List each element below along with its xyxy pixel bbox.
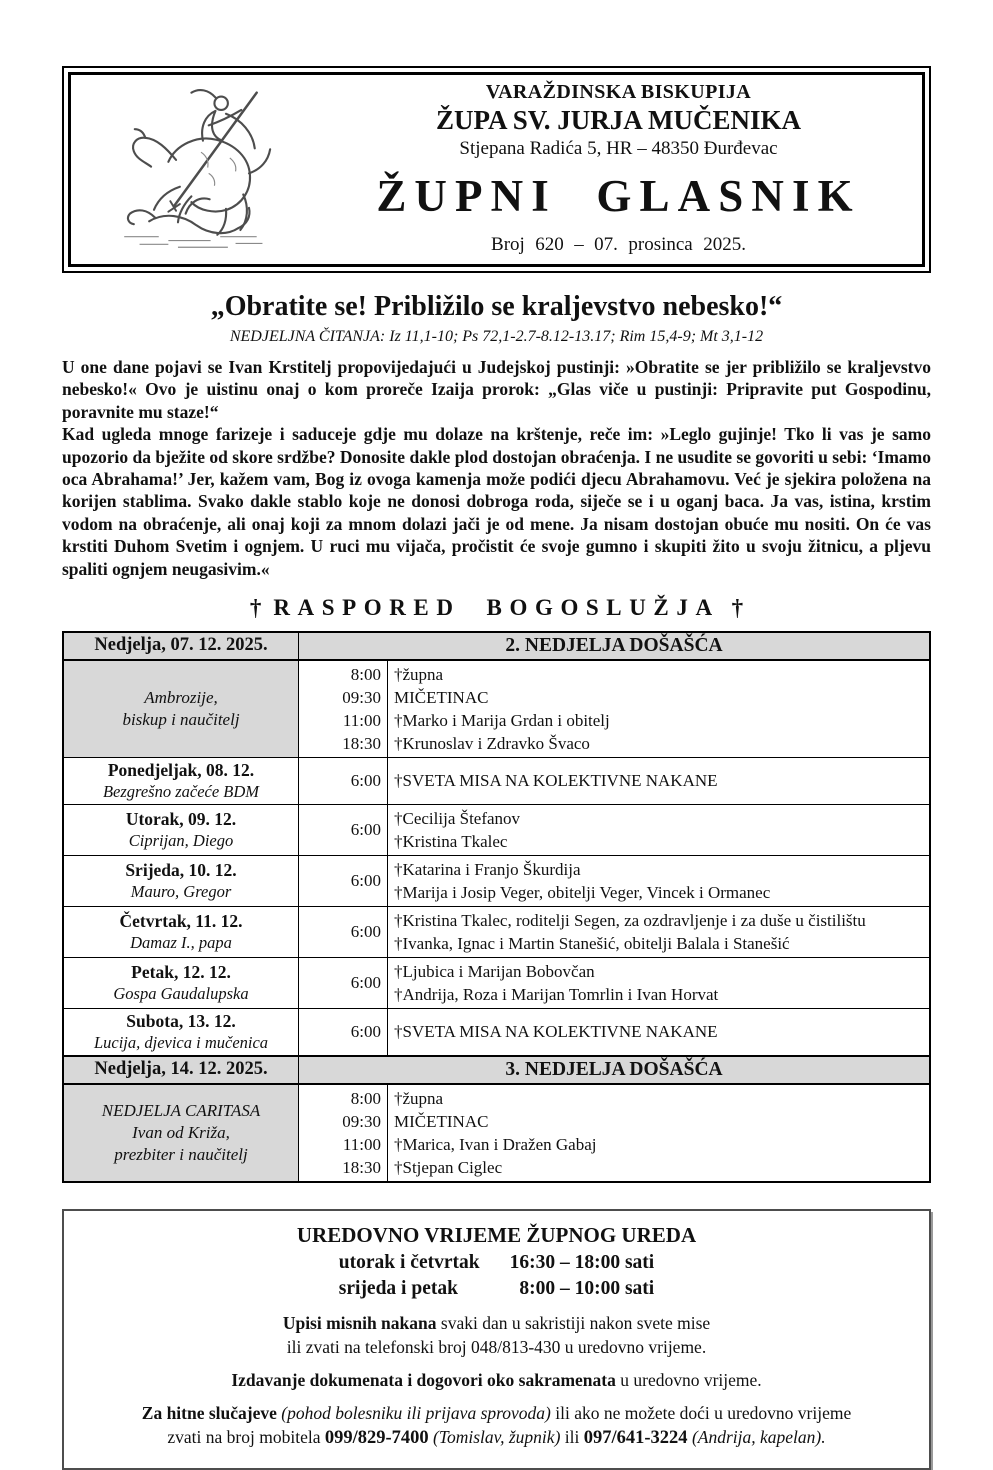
section-title-cell: 2. NEDJELJA DOŠAŠĆA: [299, 632, 931, 660]
intention-cell: [388, 855, 931, 906]
schedule-heading: [62, 595, 931, 621]
emergency-note-lead: Za hitne slučajeve: [141, 1403, 277, 1424]
saint-line: Ambrozije,: [144, 687, 218, 707]
phone-label-pastor: (Tomislav, župnik): [428, 1427, 561, 1448]
mass-intention: MIČETINAC: [394, 687, 489, 707]
mass-time: 8:00: [350, 664, 381, 684]
mass-intention: †Kristina Tkalec, roditelji Segen, za ozdravljenje i za duše u čistilištu: [394, 910, 866, 930]
mass-intentions-note-rest: svaki dan u sakristiji nakon svete mise: [436, 1312, 711, 1333]
mass-time: 11:00: [342, 1134, 381, 1154]
mass-time: 18:30: [342, 733, 381, 753]
intention-cell: [388, 757, 931, 804]
day-name: Subota, 13. 12.: [126, 1010, 236, 1031]
day-name: Četvrtak, 11. 12.: [119, 910, 243, 931]
intention-cell: [388, 804, 931, 855]
saint-name: Damaz I., papa: [130, 932, 232, 952]
saint-name: Gospa Gaudalupska: [113, 983, 249, 1003]
day-name: Ponedjeljak, 08. 12.: [107, 759, 255, 780]
day-cell: [63, 957, 299, 1008]
time-cell: [299, 660, 388, 758]
emergency-note-rest: ili ako ne možete doći u uredovno vrijeme: [550, 1403, 852, 1424]
phone-number-chaplain: 097/641-3224: [583, 1428, 688, 1449]
masthead-inner-frame: [68, 72, 925, 267]
mass-intention: †župna: [394, 664, 444, 684]
saint-line: prezbiter i naučitelj: [114, 1144, 248, 1164]
saint-name: Mauro, Gregor: [130, 881, 232, 901]
mass-intention: †Stjepan Ciglec: [394, 1157, 503, 1177]
schedule-section-row: [63, 1056, 930, 1084]
mass-time: 8:00: [350, 1088, 381, 1108]
office-days: utorak i četvrtak: [338, 1251, 480, 1273]
mass-intention: †Krunoslav i Zdravko Švaco: [394, 733, 590, 753]
section-title-cell: 3. NEDJELJA DOŠAŠĆA: [299, 1056, 931, 1084]
documents-note-lead: Izdavanje dokumenata i dogovori oko sakramenata: [231, 1370, 616, 1391]
saint-line: biskup i naučitelj: [122, 709, 240, 729]
mass-time: 09:30: [342, 687, 381, 707]
day-cell: [63, 757, 299, 804]
schedule-row: [63, 906, 930, 957]
masthead-artwork: [77, 85, 325, 253]
mass-time: 18:30: [342, 1157, 381, 1177]
day-cell: [63, 855, 299, 906]
office-time: 8:00 – 10:00 sati: [519, 1277, 655, 1299]
phone-number-pastor: 099/829-7400: [324, 1428, 429, 1449]
day-cell: [63, 906, 299, 957]
time-cell: 6:00: [299, 757, 388, 804]
time-cell: [299, 1084, 388, 1182]
gospel-paragraph-2: Kad ugleda mnoge farizeje i saduceje gdje mu dolaze na krštenje, reče im: »Leglo gujinje! Tko li vas je samo upozorio da bježite od skore srdžbe? Donosite dakle plod dostojan obraćenja. I ne usudite se govoriti u sebi: ‘Imamo oca Abrahama!’ Jer, kažem vam, Bog iz ovoga kamenja može podići djecu Abrahamovu. Već je sjekira položena na korijen stablima. Svako dakle stablo koje ne donosi dobroga roda, siječe se i u oganj baca. Ja vas, istina, krstim vodom na obraćenje, ali onaj koji za mnom dolazi jači je od mene. Ja nisam dostojan obuće mu nositi. On će vas krstiti Duhom Svetim i ognjem. U ruci mu vijača, pročistit će svoje gumno i skupiti žito u svoju žitnicu, a pljevu spaliti ognjem neugasivim.«: [62, 424, 931, 579]
diocese-name: VARAŽDINSKA BISKUPIJA: [485, 81, 752, 103]
documents-note-rest: u uredovno vrijeme.: [615, 1370, 762, 1391]
cross-icon: †: [249, 594, 262, 620]
saint-cell: [63, 660, 299, 758]
schedule-row: [63, 804, 930, 855]
mass-intention: †Andrija, Roza i Marijan Tomrlin i Ivan Horvat: [394, 984, 719, 1004]
mass-intention: †Marija i Josip Veger, obitelji Veger, Vincek i Ormanec: [394, 882, 771, 902]
phone-label-chaplain: (Andrija, kapelan).: [687, 1427, 826, 1448]
mass-intention: †SVETA MISA NA KOLEKTIVNE NAKANE: [394, 771, 718, 791]
mass-intention: †Cecilija Štefanov: [394, 808, 521, 828]
intention-cell: [388, 906, 931, 957]
emergency-note-line2-pre: zvati na broj mobitela: [167, 1427, 325, 1448]
schedule-table: [62, 631, 931, 1183]
emergency-note: [88, 1401, 905, 1452]
saint-cell: [63, 1084, 299, 1182]
saint-name: Ciprijan, Diego: [128, 830, 234, 850]
st-george-icon: [82, 85, 320, 253]
masthead-text: [325, 81, 912, 256]
mass-time: 11:00: [342, 710, 381, 730]
mass-intention: †Marko i Marija Grdan i obitelj: [394, 710, 610, 730]
mass-intention: MIČETINAC: [394, 1111, 489, 1131]
intention-cell: [388, 1008, 931, 1056]
day-name: Petak, 12. 12.: [131, 961, 231, 982]
intention-cell: [388, 660, 931, 758]
masthead: [62, 66, 931, 273]
office-hours-box: [62, 1209, 931, 1470]
schedule-row: [63, 757, 930, 804]
day-name: Srijeda, 10. 12.: [125, 859, 237, 880]
schedule-row: [63, 855, 930, 906]
office-hours-title: UREDOVNO VRIJEME ŽUPNOG UREDA: [296, 1222, 697, 1247]
sunday-readings: NEDJELJNA ČITANJA: Iz 11,1-10; Ps 72,1-2.7-8.12-13.17; Rim 15,4-9; Mt 3,1-12: [229, 328, 764, 345]
cross-icon: †: [731, 594, 744, 620]
office-time: 16:30 – 18:00 sati: [509, 1251, 655, 1273]
mass-intention: †Ljubica i Marijan Bobovčan: [394, 961, 595, 981]
mass-time: 09:30: [342, 1111, 381, 1131]
schedule-heading-text: RASPORED BOGOSLUŽJA: [273, 594, 720, 620]
intention-cell: [388, 957, 931, 1008]
gospel-paragraph-1: U one dane pojavi se Ivan Krstitelj propovijedajući u Judejskoj pustinji: »Obratite se jer približilo se kraljevstvo nebesko!« Ovo je uistinu onaj o kom proreče Izaija prorok: „Glas viče u pustinji: Pripravite put Gospodinu, poravnite mu staze!“: [62, 357, 931, 422]
mass-intention: †Ivanka, Ignac i Martin Stanešić, obitelji Balala i Stanešić: [394, 933, 790, 953]
day-name: Utorak, 09. 12.: [125, 808, 237, 829]
mass-intention: †župna: [394, 1088, 444, 1108]
emergency-note-or: ili: [560, 1427, 584, 1448]
schedule-section-row: [63, 632, 930, 660]
saint-name: Bezgrešno začeće BDM: [102, 781, 260, 801]
schedule-row: [63, 957, 930, 1008]
mass-intentions-note-line2: ili zvati na telefonski broj 048/813-430 u uredovno vrijeme.: [286, 1337, 707, 1358]
office-days: srijeda i petak: [338, 1277, 458, 1299]
saint-name: Lucija, djevica i mučenica: [93, 1032, 269, 1052]
mass-intention: †Marica, Ivan i Dražen Gabaj: [394, 1134, 597, 1154]
mass-intentions-note: [88, 1311, 905, 1359]
schedule-row: [63, 1008, 930, 1056]
mass-intention: †Katarina i Franjo Škurdija: [394, 859, 581, 879]
intention-cell: [388, 1084, 931, 1182]
schedule-row: [63, 660, 930, 758]
section-date-cell: Nedjelja, 14. 12. 2025.: [63, 1056, 299, 1084]
bulletin-title: ŽUPNI GLASNIK: [376, 171, 861, 221]
schedule-row: [63, 1084, 930, 1182]
mass-intention: †Kristina Tkalec: [394, 831, 508, 851]
saint-line: Ivan od Križa,: [132, 1122, 230, 1142]
parish-name: ŽUPA SV. JURJA MUČENIKA: [435, 105, 802, 135]
office-hours-schedule: [339, 1250, 654, 1302]
saint-line: NEDJELJA CARITASA: [101, 1100, 261, 1120]
day-cell: [63, 1008, 299, 1056]
time-cell: 6:00: [299, 804, 388, 855]
issue-line: Broj 620 – 07. prosinca 2025.: [491, 234, 746, 255]
day-cell: [63, 804, 299, 855]
time-cell: 6:00: [299, 957, 388, 1008]
time-cell: 6:00: [299, 1008, 388, 1056]
time-cell: 6:00: [299, 906, 388, 957]
mass-intention: †SVETA MISA NA KOLEKTIVNE NAKANE: [394, 1022, 718, 1042]
headline-quote: „Obratite se! Približilo se kraljevstvo nebesko!“: [210, 291, 783, 322]
mass-intentions-note-lead: Upisi misnih nakana: [282, 1312, 437, 1333]
documents-note: [88, 1368, 905, 1392]
section-date-cell: Nedjelja, 07. 12. 2025.: [63, 632, 299, 660]
time-cell: 6:00: [299, 855, 388, 906]
parish-address: Stjepana Radića 5, HR – 48350 Đurđevac: [459, 138, 778, 159]
emergency-note-parenthetical: (pohod bolesniku ili prijava sprovoda): [276, 1403, 551, 1424]
